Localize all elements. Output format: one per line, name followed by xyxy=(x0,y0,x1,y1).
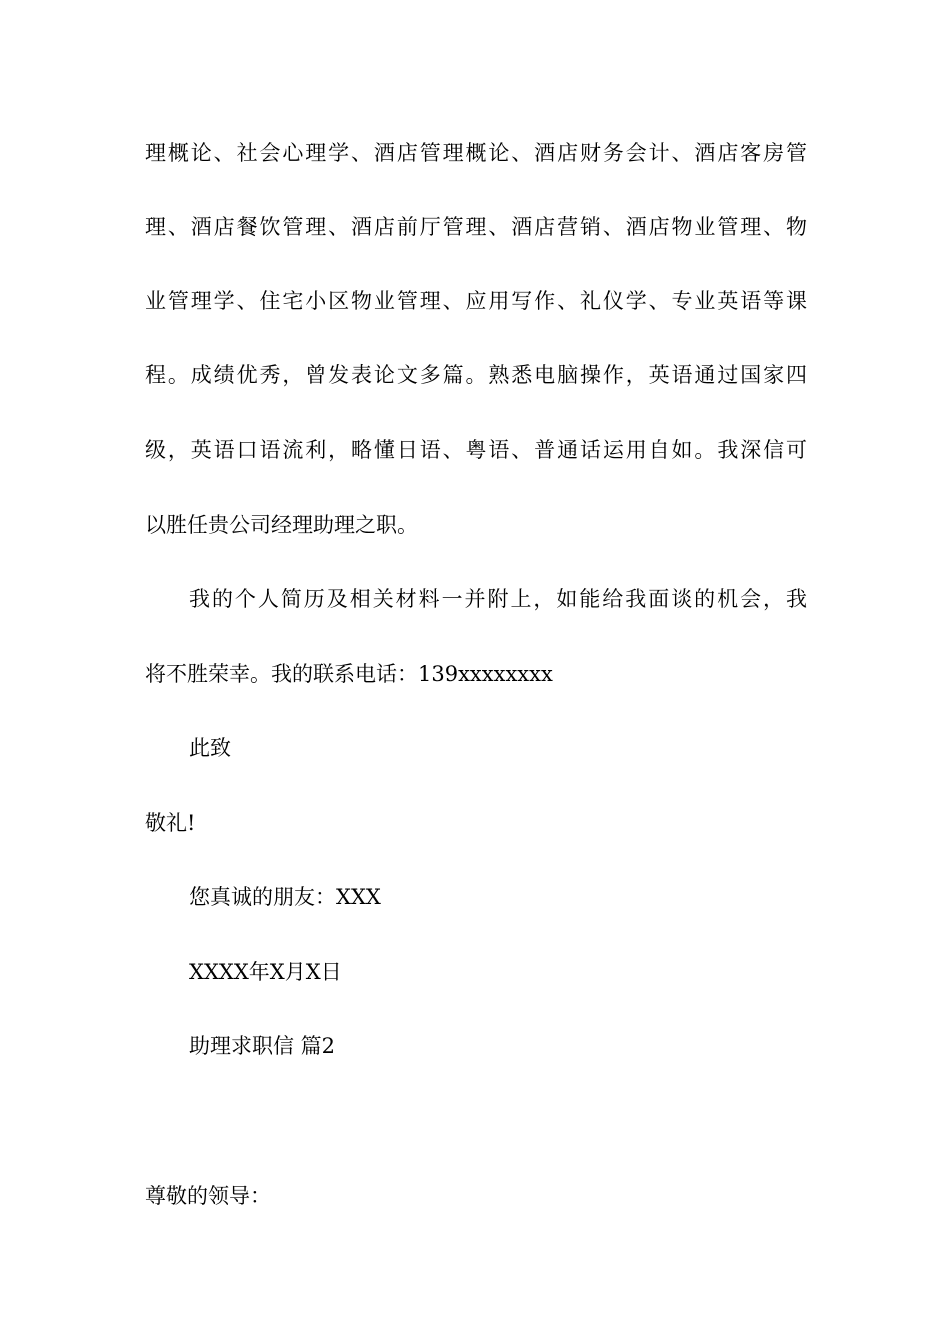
paragraph-line: 级，英语口语流利，略懂日语、粤语、普通话运用自如。我深信可 xyxy=(145,438,807,462)
greeting-text: 尊敬的领导： xyxy=(145,1184,271,1208)
paragraph-line: 我的个人简历及相关材料一并附上，如能给我面谈的机会，我 xyxy=(189,587,807,611)
date-text: XXXX年X月X日 xyxy=(189,960,342,984)
closing-text: 此致 xyxy=(189,736,231,760)
signature-text: 您真诚的朋友：XXX xyxy=(189,885,381,909)
salute-text: 敬礼! xyxy=(145,811,196,835)
paragraph-line: 理概论、社会心理学、酒店管理概论、酒店财务会计、酒店客房管 xyxy=(145,141,807,165)
paragraph-line: 理、酒店餐饮管理、酒店前厅管理、酒店营销、酒店物业管理、物 xyxy=(145,215,807,239)
paragraph-line: 将不胜荣幸。我的联系电话：139xxxxxxxx xyxy=(145,662,553,686)
paragraph-line: 程。成绩优秀，曾发表论文多篇。熟悉电脑操作，英语通过国家四 xyxy=(145,363,807,387)
paragraph-line: 以胜任贵公司经理助理之职。 xyxy=(145,513,418,537)
section-title: 助理求职信 篇2 xyxy=(189,1034,336,1058)
paragraph-line: 业管理学、住宅小区物业管理、应用写作、礼仪学、专业英语等课 xyxy=(145,289,807,313)
